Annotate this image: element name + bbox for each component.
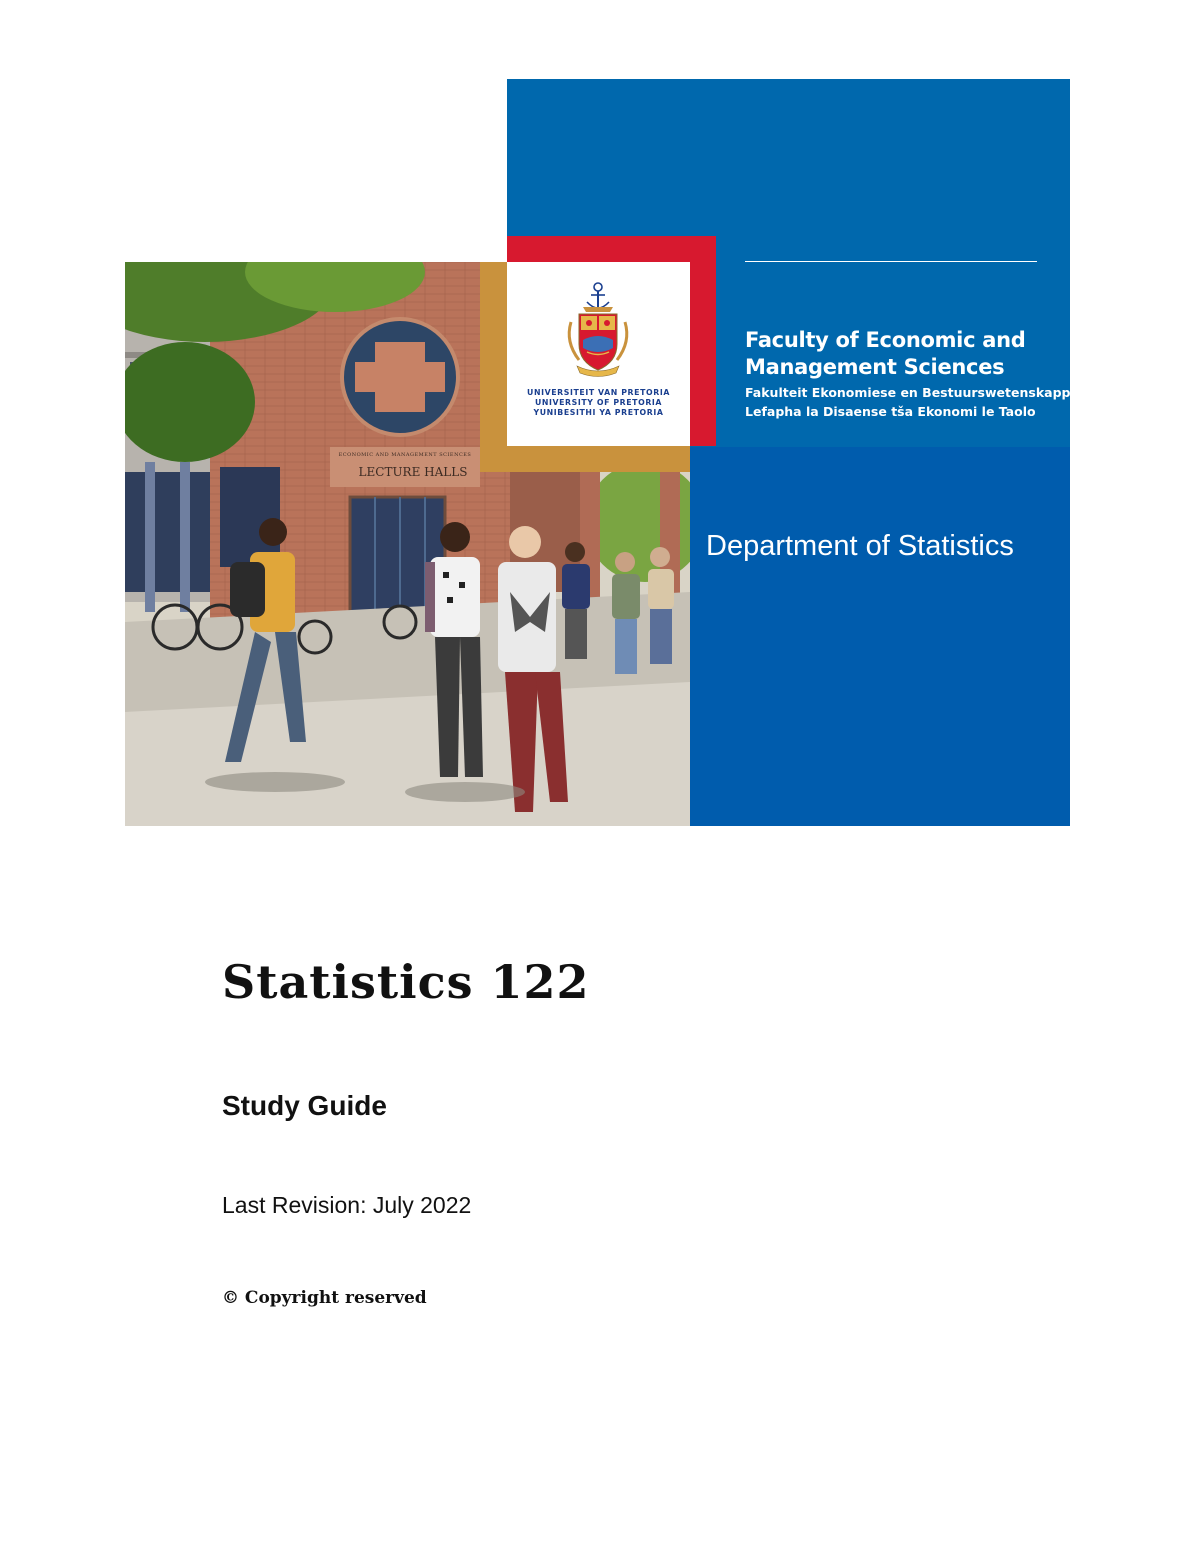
faculty-divider bbox=[745, 261, 1037, 262]
revision-date: Last Revision: July 2022 bbox=[222, 1192, 472, 1218]
course-title: Statistics 122 bbox=[222, 955, 590, 1009]
faculty-name-en-line2: Management Sciences bbox=[745, 355, 1005, 379]
university-name-block bbox=[507, 388, 690, 418]
university-name-ns: YUNIBESITHI YA PRETORIA bbox=[533, 408, 664, 417]
department-name: Department of Statistics bbox=[706, 530, 1014, 562]
faculty-name-en-line1: Faculty of Economic and bbox=[745, 328, 1026, 352]
cover-blue-panel-bottom bbox=[690, 447, 1070, 826]
document-subtitle: Study Guide bbox=[222, 1090, 387, 1121]
faculty-name-ns: Lefapha la Disaense tša Ekonomi le Taolo bbox=[745, 404, 1036, 419]
university-name-en: UNIVERSITY OF PRETORIA bbox=[534, 398, 663, 407]
faculty-name-block bbox=[745, 327, 1079, 421]
copyright-notice: © Copyright reserved bbox=[222, 1288, 427, 1308]
university-name-af: UNIVERSITEIT VAN PRETORIA bbox=[527, 388, 670, 397]
building-subsign: ECONOMIC AND MANAGEMENT SCIENCES bbox=[338, 452, 472, 458]
building-sign: LECTURE HALLS bbox=[358, 465, 468, 479]
faculty-name-af: Fakulteit Ekonomiese en Bestuurswetenskappe bbox=[745, 385, 1079, 400]
university-logo bbox=[507, 262, 690, 446]
coat-of-arms-icon bbox=[507, 262, 690, 446]
